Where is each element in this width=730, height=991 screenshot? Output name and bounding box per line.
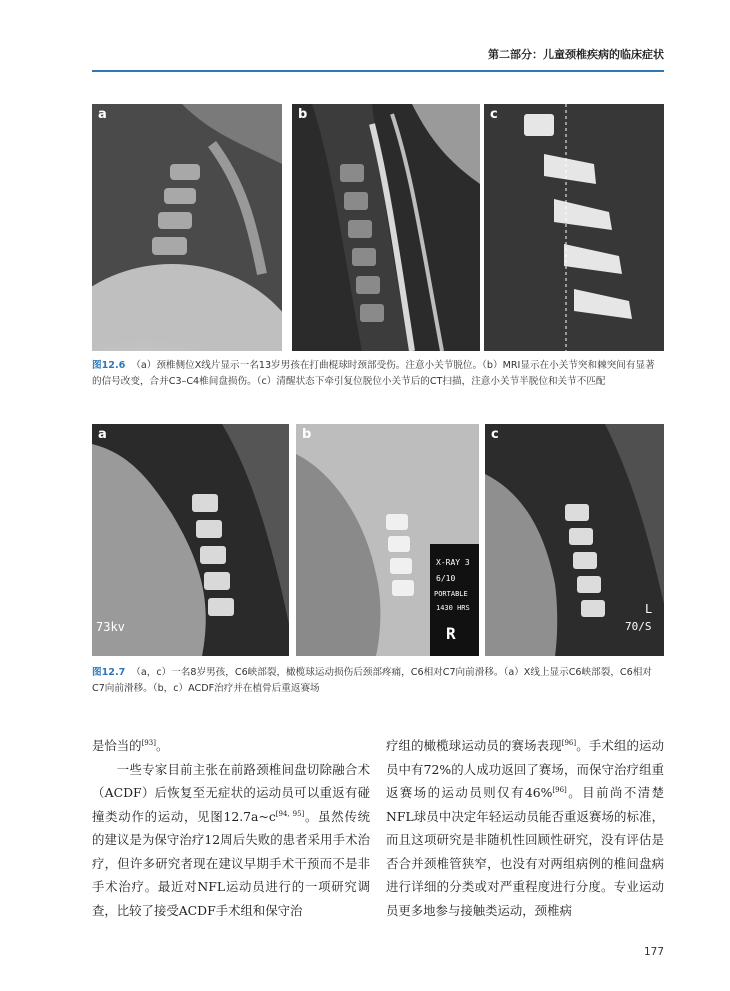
xray-kv-label: 73kv [96, 620, 125, 634]
citation: [94, 95] [275, 809, 305, 818]
body-column-right [386, 734, 664, 922]
citation: [96] [561, 738, 577, 747]
xray-label-line-4: 1430 HRS [436, 604, 470, 612]
citation: [96] [552, 785, 567, 794]
text-run: 。手术组的运动员中有72%的人成功返回了赛场，而保守治疗组重返赛场的运动员则仅有46% [386, 738, 665, 800]
ct-image-c [484, 104, 664, 351]
xray-label-line-2: 6/10 [436, 574, 456, 583]
figure-12-6-caption [92, 358, 664, 390]
page-number: 177 [643, 946, 664, 958]
citation: [93] [141, 738, 156, 747]
paragraph [92, 734, 370, 758]
figure-12-7-panel-c [485, 424, 664, 656]
caption-label: 图12.6 [92, 360, 126, 371]
text-run: 疗组的橄榄球运动员的赛场表现 [386, 738, 562, 753]
xray-image-a [92, 104, 282, 351]
panel-letter: c [490, 107, 498, 122]
caption-label: 图12.7 [92, 667, 126, 678]
paragraph [92, 758, 370, 923]
xray-label-line-1: X-RAY 3 [436, 558, 470, 567]
figure-12-6-panel-a [92, 104, 282, 351]
caption-text: （a）颈椎侧位X线片显示一名13岁男孩在打曲棍球时颈部受伤。注意小关节脱位。（b）MRI显示在小关节突和棘突间有显著的信号改变，合并C3–C4椎间盘损伤。（c）清醒状态下牵引复位脱位小关节后的CT扫描，注意小关节半脱位和关节不匹配 [92, 360, 655, 387]
header-rule [92, 70, 664, 72]
figure-12-7-panel-b [296, 424, 479, 656]
panel-letter: b [298, 107, 308, 122]
panel-letter: b [302, 427, 312, 442]
paragraph [386, 734, 664, 922]
body-column-left [92, 734, 370, 922]
text-run: 。虽然传统的建议是为保守治疗12周后失败的患者采用手术治疗，但许多研究者现在建议早期手术干预而不是非手术治疗。最近对NFL运动员进行的一项研究调查，比较了接受ACDF手术组和保守治 [92, 808, 370, 918]
panel-letter: a [98, 427, 107, 442]
figure-12-7-caption [92, 665, 664, 697]
panel-letter: c [491, 427, 499, 442]
xray-label-line-3: PORTABLE [434, 590, 468, 598]
xray-kv-label: 70/S [625, 620, 652, 633]
text-run: 。 [155, 738, 169, 753]
caption-text: （a，c）一名8岁男孩，C6峡部裂，橄榄球运动损伤后颈部疼痛，C6相对C7向前滑移。（a）X线上显示C6峡部裂，C6相对C7向前滑移。（b，c）ACDF治疗并在植骨后重返赛场 [92, 667, 652, 694]
xray-image-b [296, 424, 479, 656]
xray-side-marker: R [446, 624, 456, 643]
figure-12-7-panel-a [92, 424, 289, 656]
text-run: 是恰当的 [92, 738, 142, 753]
panel-letter: a [98, 107, 107, 122]
figure-12-6-panel-c [484, 104, 664, 351]
text-run: 。目前尚不清楚NFL球员中决定年轻运动员能否重返赛场的标准，而且这项研究是非随机性回顾性研究，没有评估是否合并颈椎管狭窄，也没有对两组病例的椎间盘病进行详细的分类或对严重程度进行分度。专业运动员更多地参与接触类运动，颈椎病 [386, 785, 665, 918]
xray-side-marker: L [645, 602, 653, 616]
mri-image-b [292, 104, 480, 351]
figure-12-6-panel-b [292, 104, 480, 351]
text-run: 一些专家目前主张在前路颈椎间盘切除融合术（ACDF）后恢复至无症状的运动员可以重返有碰撞类动作的运动，见图12.7a~c [92, 761, 370, 824]
running-header: 第二部分：儿童颈椎疾病的临床症状 [488, 48, 664, 61]
